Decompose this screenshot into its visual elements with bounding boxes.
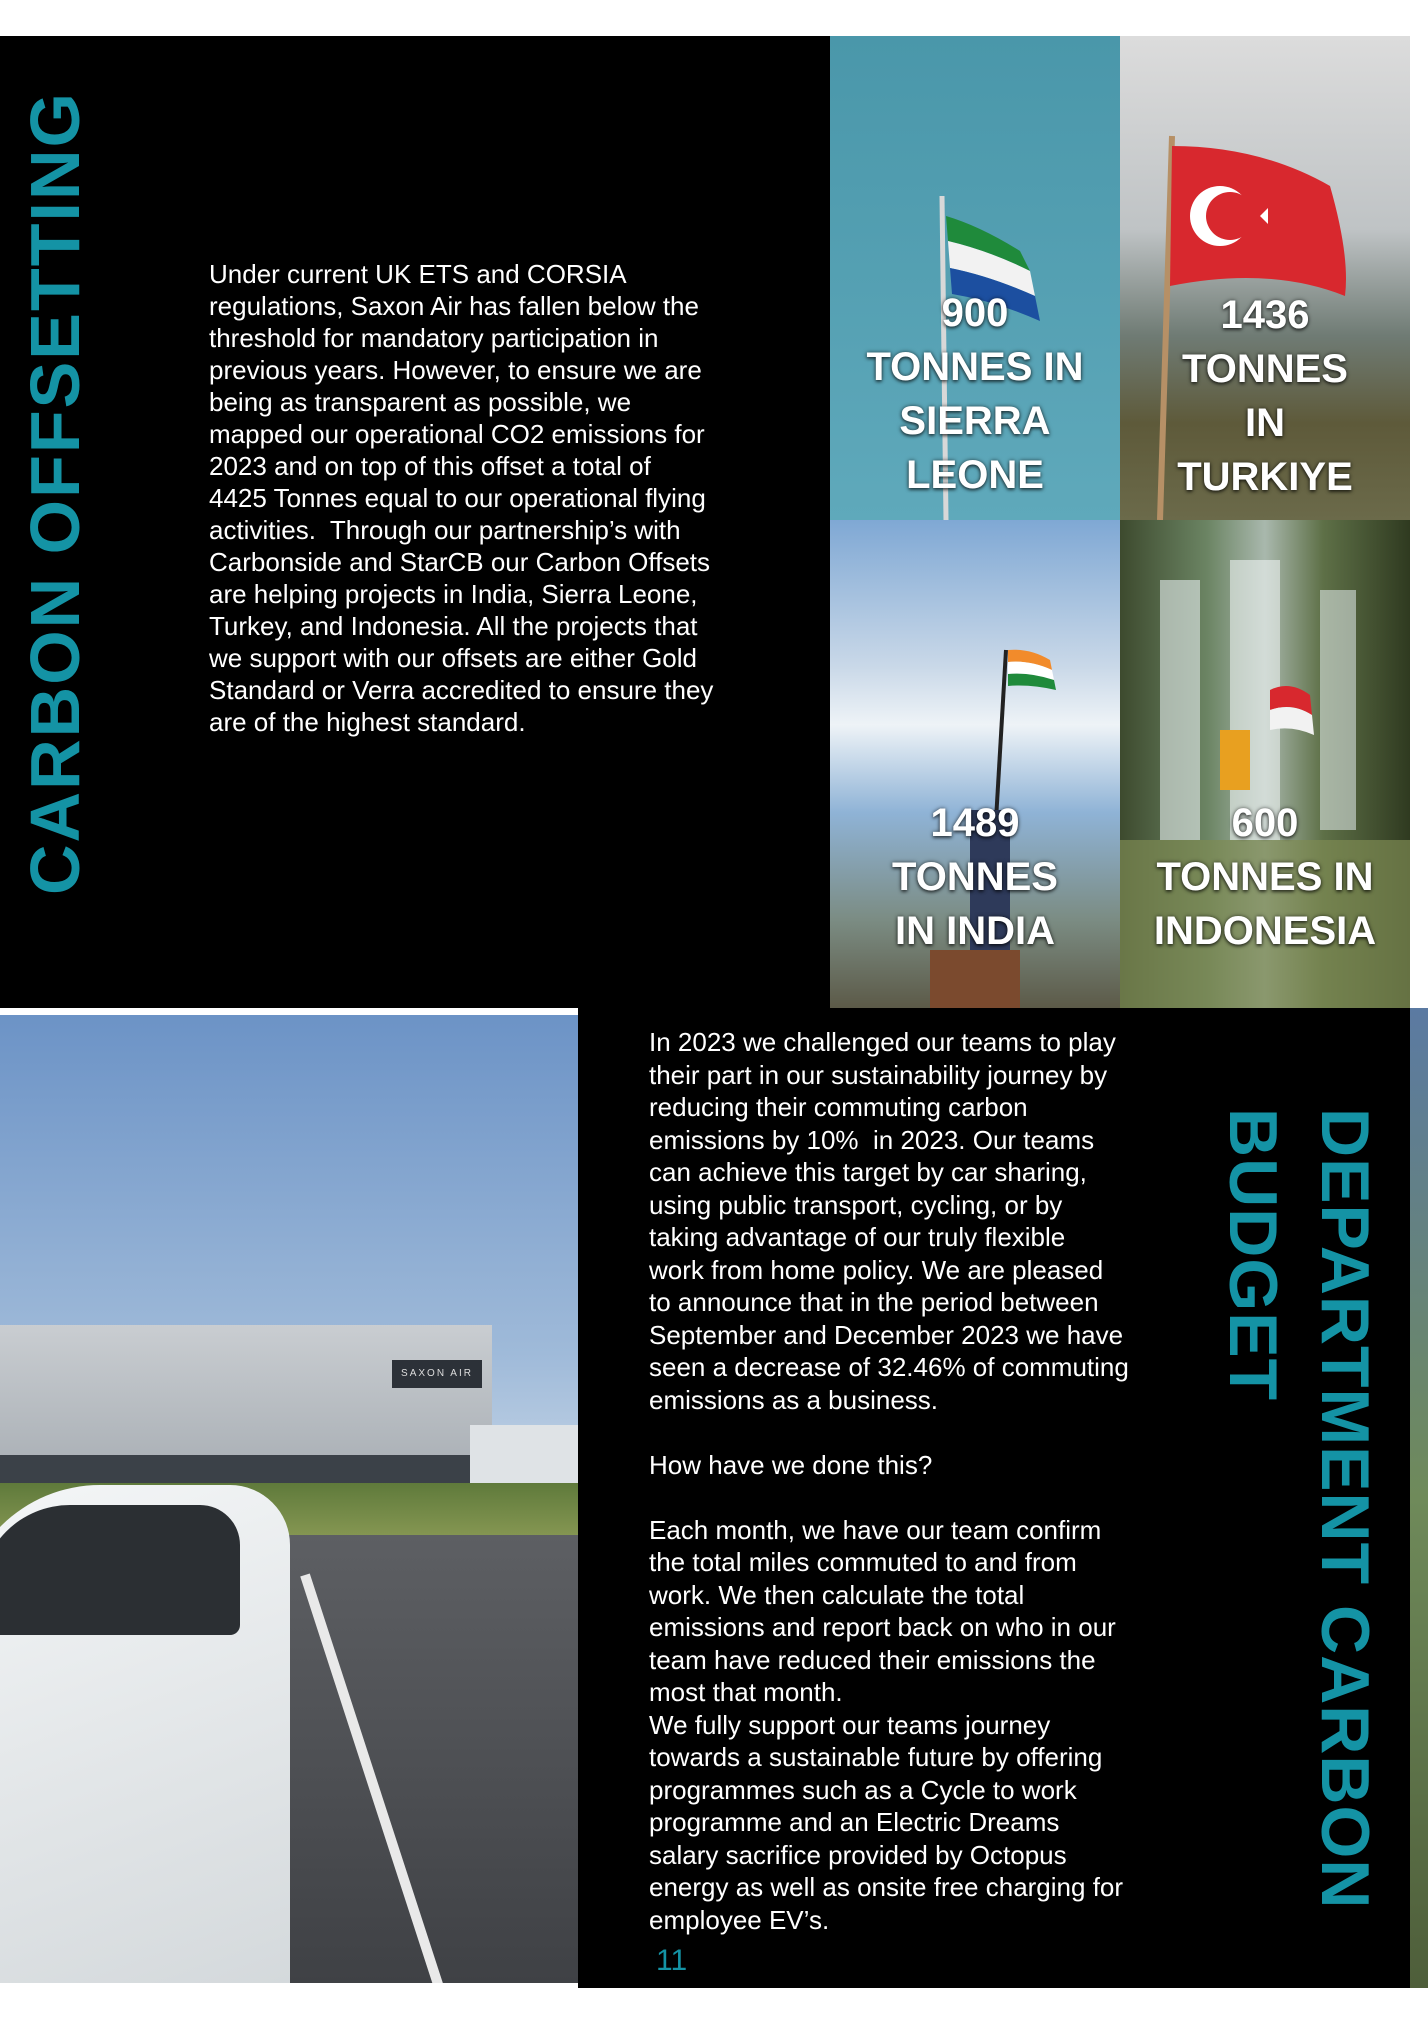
saxon-air-sign: SAXON AIR: [392, 1360, 482, 1388]
indonesia-photo-tile: [1120, 520, 1410, 1008]
india-tonnes-label: 1489 TONNES IN INDIA: [892, 801, 1058, 953]
sierra-leone-tonnes-label: 900 TONNES IN SIERRA LEONE: [866, 291, 1084, 497]
indonesia-tonnes-label: 600 TONNES IN INDONESIA: [1153, 801, 1377, 953]
edge-photo-strip: [1410, 1008, 1428, 1988]
electric-car-charging-photo: [0, 1015, 578, 1983]
page-number: 11: [656, 1944, 688, 1977]
carbon-offsetting-heading: CARBON OFFSETTING: [16, 91, 94, 895]
turkiye-photo-tile: [1120, 36, 1410, 520]
car-window: [0, 1505, 240, 1635]
hangar-window-band: [0, 1455, 492, 1483]
sierra-leone-photo-tile: [830, 36, 1120, 520]
carbon-offsetting-body: Under current UK ETS and CORSIA regulations, Saxon Air has fallen below the threshold for mandatory participation in previous years. However, to ensure we are being as transparent as possible, we mapped our operational CO2 emissions for 2023 and on top of this offset a total of 4425 Tonnes equal to our operational flying activities. Through our partnership’s with Carbonside and StarCB our Carbon Offsets are helping projects in India, Sierra Leone, Turkey, and Indonesia. All the projects that we support with our offsets are either Gold Standard or Verra accredited to ensure they are of the highest standard.: [209, 259, 714, 737]
department-carbon-budget-heading: DEPARTMENT CARBON BUDGET: [1215, 1108, 1383, 1910]
india-photo-tile: [830, 520, 1120, 1008]
turkiye-tonnes-label: 1436 TONNES IN TURKIYE: [1177, 293, 1353, 499]
commuting-body: In 2023 we challenged our teams to play their part in our sustainability journey by reducing their commuting carbon emissions by 10% in 2023. Our teams can achieve this target by car sharing, using public transport, cycling, or by taking advantage of our truly flexible work from home policy. We are pleased to announce that in the period between September and December 2023 we have seen a decrease of 32.46% of commuting emissions as a business. How have we done this? Each month, we have our team confirm the total miles commuted to and from work. We then calculate the total emissions and report back on who in our team have reduced their emissions the most that month. We fully support our teams journey towards a sustainable future by offering programmes such as a Cycle to work programme and an Electric Dreams salary sacrifice provided by Octopus energy as well as onsite free charging for employee EV’s.: [649, 1027, 1129, 1935]
